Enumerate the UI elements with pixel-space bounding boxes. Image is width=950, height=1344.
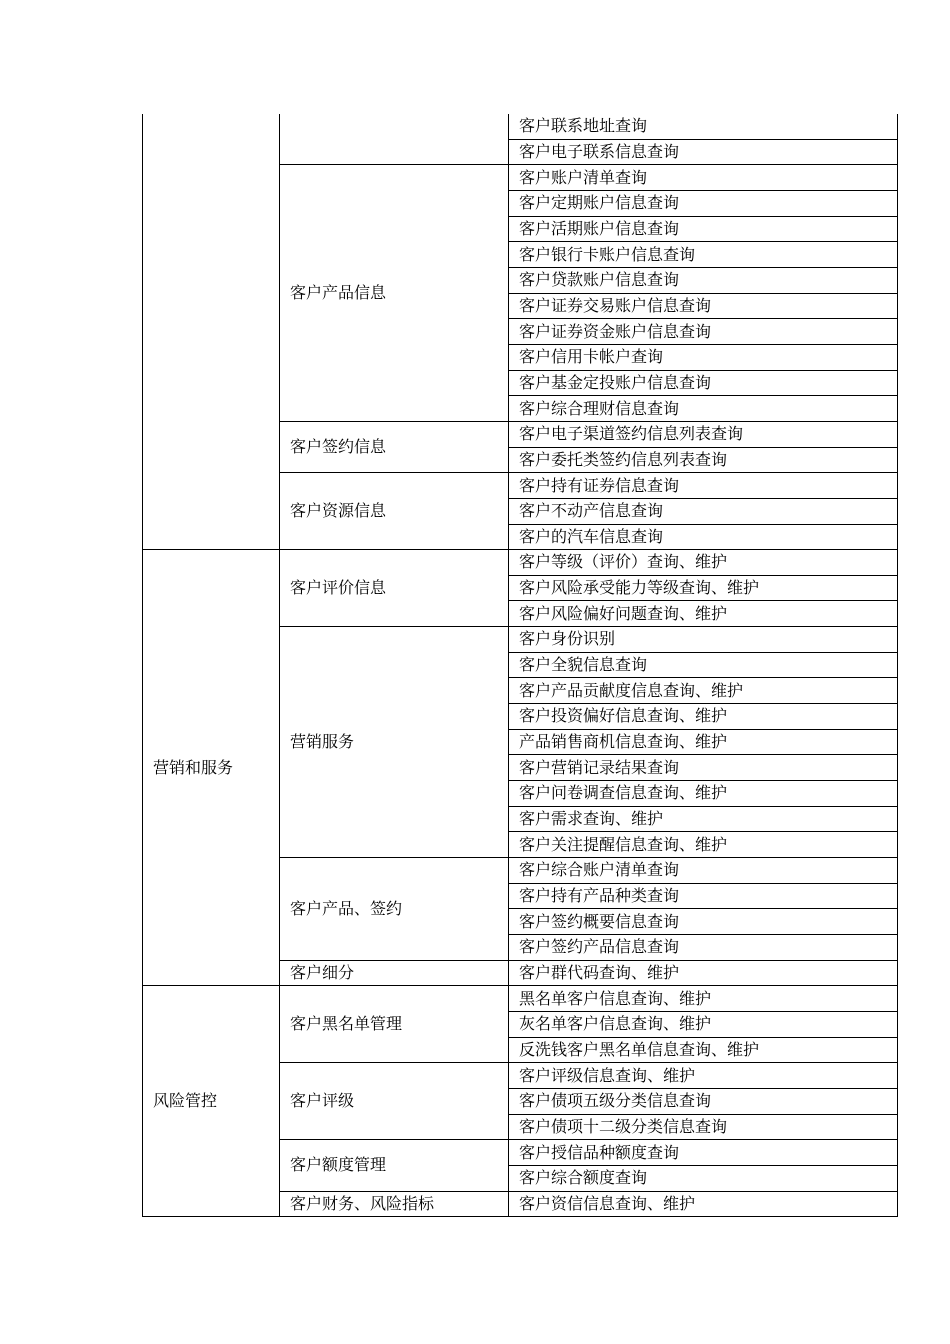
feature-cell: 灰名单客户信息查询、维护: [509, 1011, 898, 1037]
feature-cell: 客户资信信息查询、维护: [509, 1191, 898, 1217]
feature-cell: 客户证券交易账户信息查询: [509, 293, 898, 319]
feature-cell: 客户活期账户信息查询: [509, 216, 898, 242]
feature-cell: 客户群代码查询、维护: [509, 960, 898, 986]
subcategory-cell: [280, 114, 509, 165]
feature-cell: 客户不动产信息查询: [509, 498, 898, 524]
feature-cell: 客户综合账户清单查询: [509, 858, 898, 884]
subcategory-cell: 客户产品、签约: [280, 858, 509, 961]
feature-cell: 客户产品贡献度信息查询、维护: [509, 678, 898, 704]
feature-cell: 客户证券资金账户信息查询: [509, 319, 898, 345]
feature-cell: 客户等级（评价）查询、维护: [509, 550, 898, 576]
feature-cell: 客户持有产品种类查询: [509, 883, 898, 909]
feature-cell: 客户问卷调查信息查询、维护: [509, 781, 898, 807]
feature-cell: 客户委托类签约信息列表查询: [509, 447, 898, 473]
feature-cell: 客户授信品种额度查询: [509, 1140, 898, 1166]
feature-cell: 客户信用卡帐户查询: [509, 344, 898, 370]
feature-cell: 客户综合理财信息查询: [509, 396, 898, 422]
subcategory-cell: 客户细分: [280, 960, 509, 986]
feature-cell: 客户持有证券信息查询: [509, 473, 898, 499]
subcategory-cell: 营销服务: [280, 627, 509, 858]
feature-cell: 客户全貌信息查询: [509, 652, 898, 678]
feature-cell: 客户基金定投账户信息查询: [509, 370, 898, 396]
feature-cell: 客户需求查询、维护: [509, 806, 898, 832]
feature-cell: 客户债项五级分类信息查询: [509, 1088, 898, 1114]
feature-cell: 客户电子联系信息查询: [509, 139, 898, 165]
feature-cell: 客户联系地址查询: [509, 114, 898, 139]
feature-cell: 客户投资偏好信息查询、维护: [509, 704, 898, 730]
category-cell: 风险管控: [143, 986, 280, 1217]
feature-cell: 客户评级信息查询、维护: [509, 1063, 898, 1089]
feature-cell: 客户债项十二级分类信息查询: [509, 1114, 898, 1140]
subcategory-cell: 客户黑名单管理: [280, 986, 509, 1063]
subcategory-cell: 客户资源信息: [280, 473, 509, 550]
feature-cell: 客户电子渠道签约信息列表查询: [509, 421, 898, 447]
feature-cell: 客户的汽车信息查询: [509, 524, 898, 550]
feature-cell: 客户银行卡账户信息查询: [509, 242, 898, 268]
feature-cell: 客户风险偏好问题查询、维护: [509, 601, 898, 627]
subcategory-cell: 客户评价信息: [280, 550, 509, 627]
subcategory-cell: 客户评级: [280, 1063, 509, 1140]
feature-cell: 黑名单客户信息查询、维护: [509, 986, 898, 1012]
feature-cell: 客户关注提醒信息查询、维护: [509, 832, 898, 858]
feature-cell: 客户营销记录结果查询: [509, 755, 898, 781]
feature-cell: 客户贷款账户信息查询: [509, 267, 898, 293]
feature-cell: 客户定期账户信息查询: [509, 190, 898, 216]
table-row: [143, 986, 898, 1012]
feature-cell: 产品销售商机信息查询、维护: [509, 729, 898, 755]
feature-cell: 客户签约产品信息查询: [509, 935, 898, 961]
feature-cell: 客户综合额度查询: [509, 1165, 898, 1191]
feature-cell: 客户身份识别: [509, 627, 898, 653]
subcategory-cell: 客户财务、风险指标: [280, 1191, 509, 1217]
table-row: [143, 550, 898, 576]
function-table-body: [143, 114, 898, 1217]
table-row: [143, 114, 898, 139]
subcategory-cell: 客户产品信息: [280, 165, 509, 422]
feature-cell: 客户风险承受能力等级查询、维护: [509, 575, 898, 601]
subcategory-cell: 客户额度管理: [280, 1140, 509, 1191]
feature-cell: 反洗钱客户黑名单信息查询、维护: [509, 1037, 898, 1063]
function-table: [142, 114, 898, 1217]
feature-cell: 客户签约概要信息查询: [509, 909, 898, 935]
subcategory-cell: 客户签约信息: [280, 421, 509, 472]
category-cell: [143, 114, 280, 550]
feature-cell: 客户账户清单查询: [509, 165, 898, 191]
category-cell: 营销和服务: [143, 550, 280, 986]
